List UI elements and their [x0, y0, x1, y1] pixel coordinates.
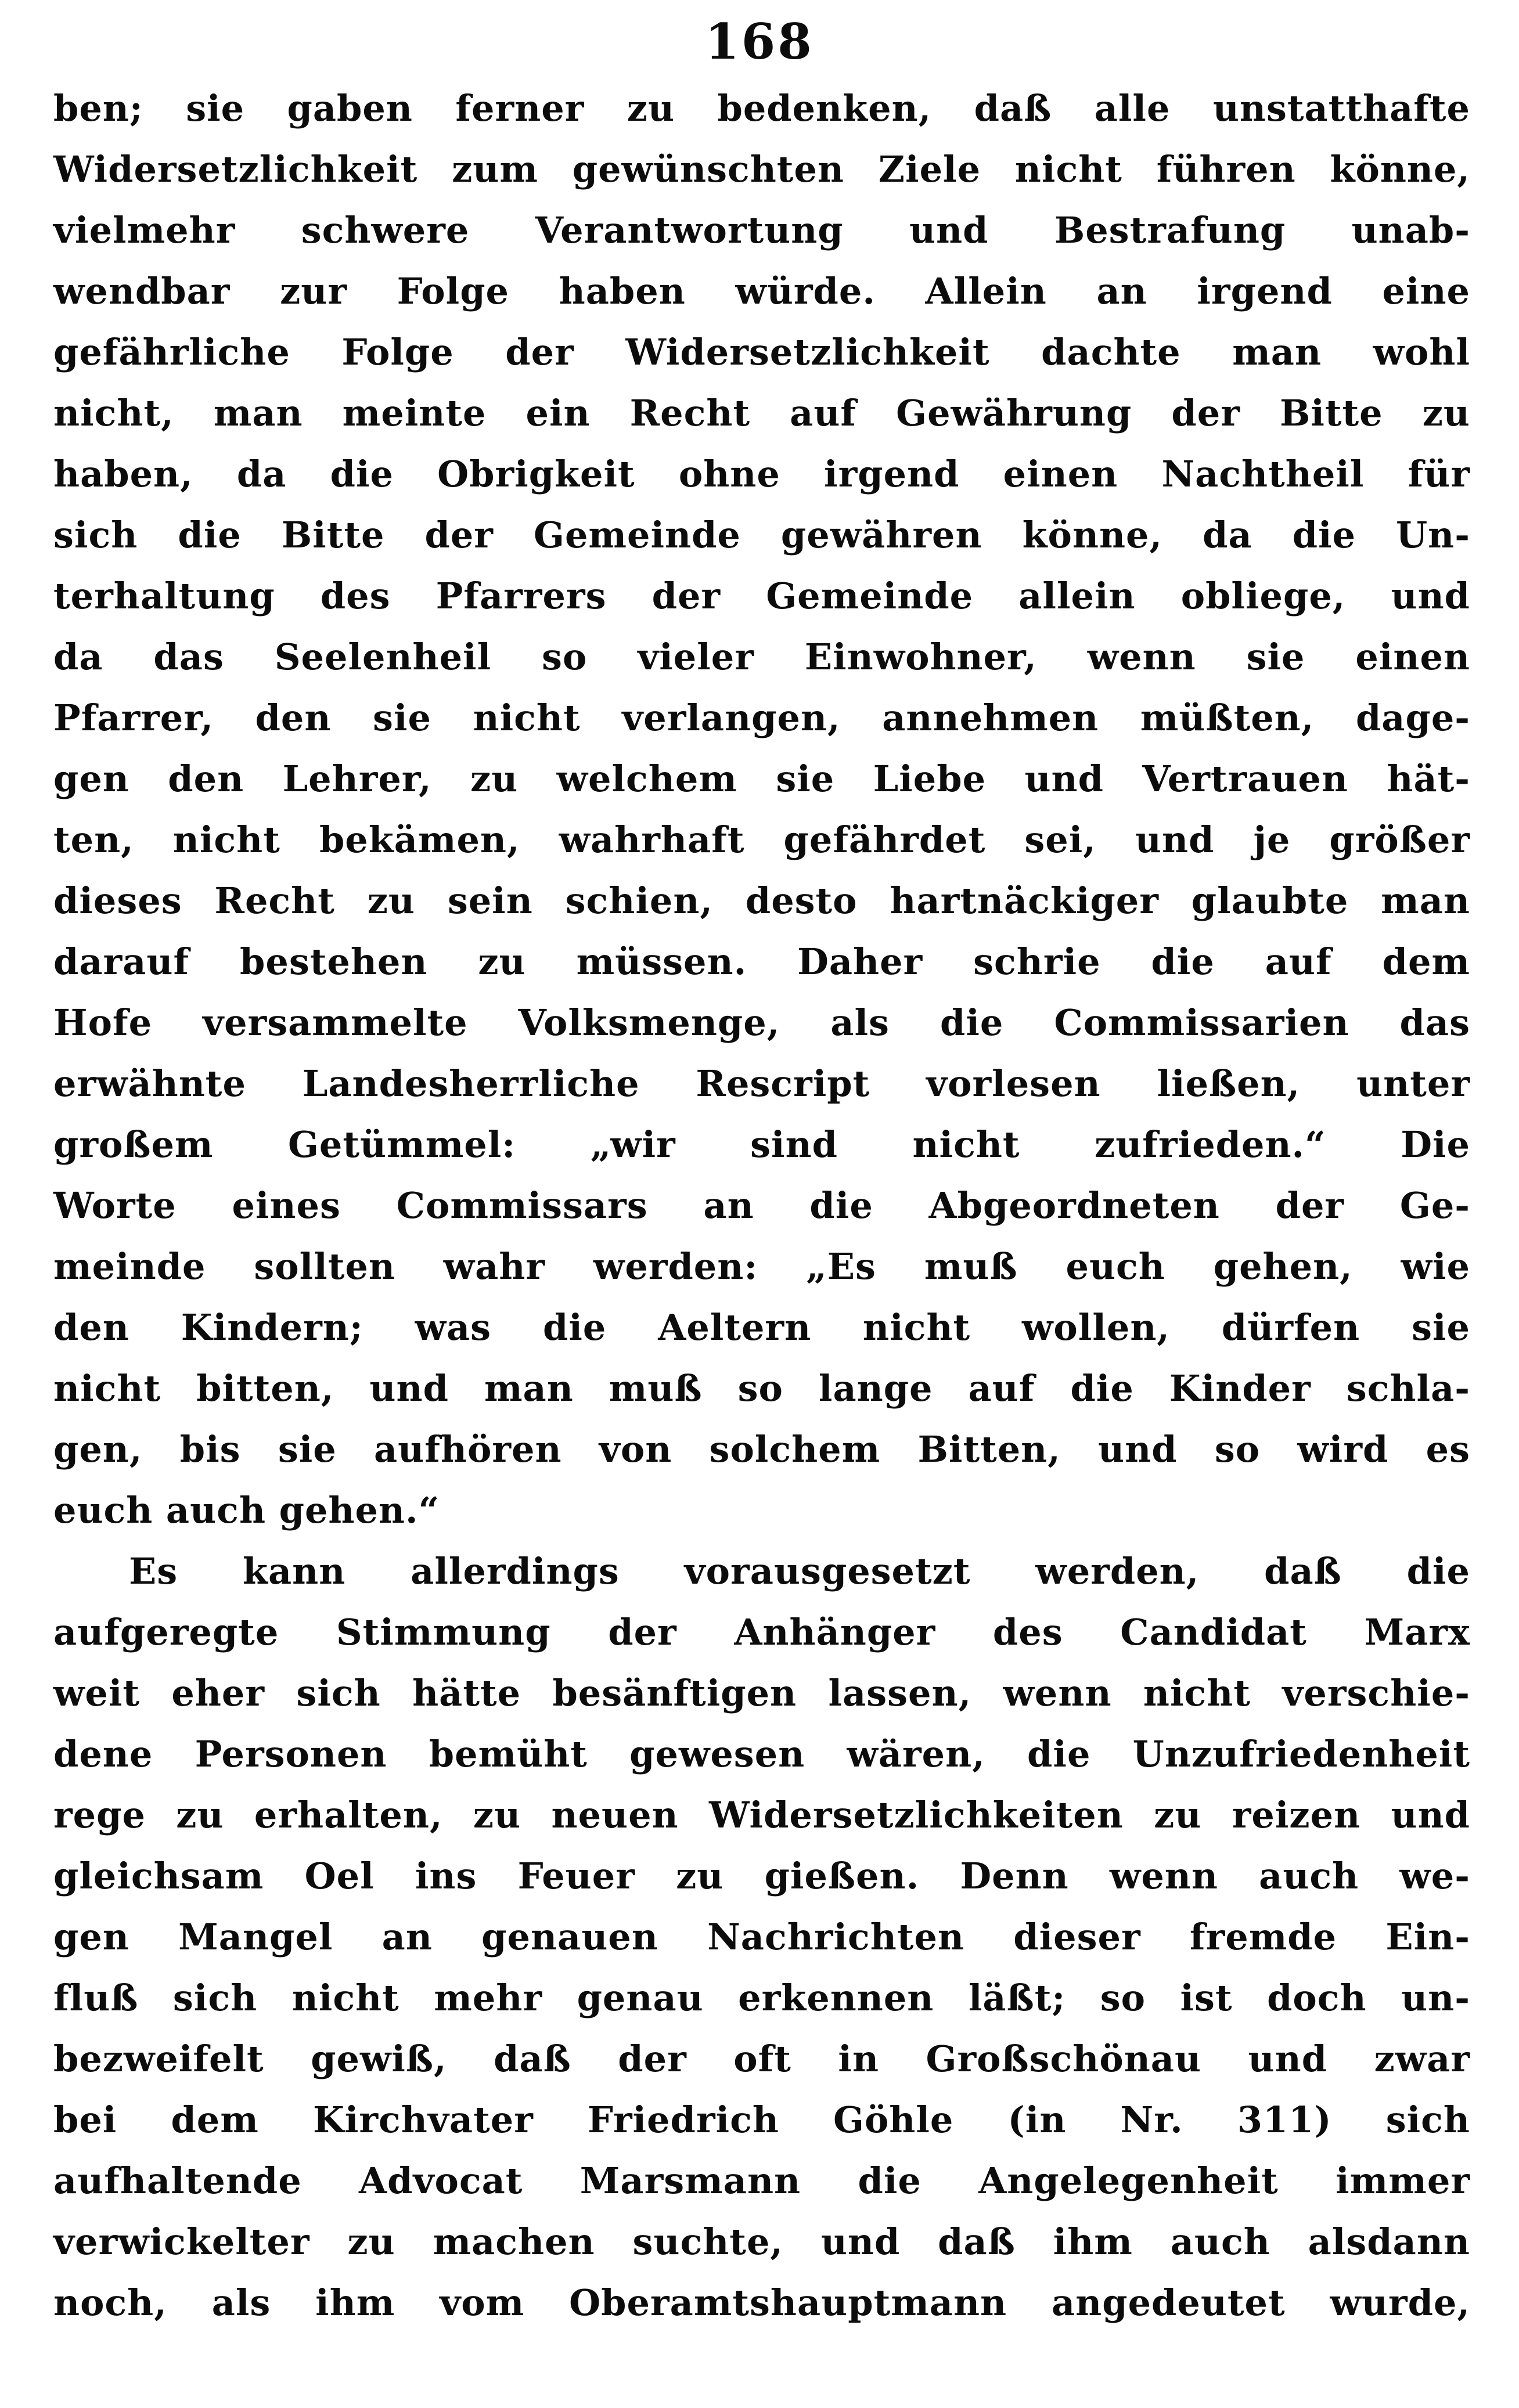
text-line: meinde sollten wahr werden: „Es muß euch gehen, wie: [53, 1245, 1470, 1288]
text-line: haben, da die Obrigkeit ohne irgend einen Nachtheil für: [53, 453, 1470, 495]
text-line: euch auch gehen.“: [53, 1489, 440, 1531]
text-line: gen, bis sie aufhören von solchem Bitten, und so wird es: [53, 1428, 1470, 1470]
text-line: den Kindern; was die Aeltern nicht wollen, dürfen sie: [53, 1306, 1470, 1349]
text-line: wendbar zur Folge haben würde. Allein an irgend eine: [53, 270, 1470, 312]
text-line: Widersetzlichkeit zum gewünschten Ziele nicht führen könne,: [53, 148, 1470, 190]
text-line: aufgeregte Stimmung der Anhänger des Candidat Marx: [53, 1611, 1470, 1653]
text-line: aufhaltende Advocat Marsmann die Angelegenheit immer: [53, 2160, 1470, 2202]
text-line: gen Mangel an genauen Nachrichten dieser fremde Ein-: [53, 1916, 1470, 1958]
text-line: gefährliche Folge der Widersetzlichkeit dachte man wohl: [53, 331, 1470, 373]
text-line: darauf bestehen zu müssen. Daher schrie die auf dem: [53, 940, 1470, 983]
text-line: bezweifelt gewiß, daß der oft in Großschönau und zwar: [53, 2038, 1470, 2080]
text-line: dieses Recht zu sein schien, desto hartnäckiger glaubte man: [53, 879, 1470, 922]
text-line: vielmehr schwere Verantwortung und Bestrafung unab-: [53, 209, 1470, 251]
text-line: dene Personen bemüht gewesen wären, die Unzufriedenheit: [53, 1733, 1470, 1775]
page-number: 168: [705, 13, 814, 70]
text-line: sich die Bitte der Gemeinde gewähren könne, da die Un-: [53, 514, 1470, 556]
text-line: erwähnte Landesherrliche Rescript vorlesen ließen, unter: [53, 1062, 1470, 1105]
text-line: terhaltung des Pfarrers der Gemeinde allein obliege, und: [53, 575, 1470, 617]
text-line: nicht, man meinte ein Recht auf Gewährung der Bitte zu: [53, 392, 1470, 434]
text-line: rege zu erhalten, zu neuen Widersetzlichkeiten zu reizen und: [53, 1794, 1470, 1836]
text-line: Hofe versammelte Volksmenge, als die Commissarien das: [53, 1001, 1470, 1044]
text-line: ben; sie gaben ferner zu bedenken, daß alle unstatthafte: [53, 87, 1470, 129]
text-line: großem Getümmel: „wir sind nicht zufrieden.“ Die: [53, 1123, 1470, 1166]
text-line: gleichsam Oel ins Feuer zu gießen. Denn wenn auch we-: [53, 1855, 1470, 1897]
text-line: fluß sich nicht mehr genau erkennen läßt; so ist doch un-: [53, 1977, 1470, 2019]
text-line: verwickelter zu machen suchte, und daß ihm auch alsdann: [53, 2220, 1470, 2263]
text-line: noch, als ihm vom Oberamtshauptmann angedeutet wurde,: [53, 2281, 1470, 2324]
text-line: weit eher sich hätte besänftigen lassen, wenn nicht verschie-: [53, 1672, 1470, 1714]
text-line: nicht bitten, und man muß so lange auf die Kinder schla-: [53, 1367, 1470, 1410]
text-line: Pfarrer, den sie nicht verlangen, annehmen müßten, dage-: [53, 697, 1470, 739]
text-line: Es kann allerdings vorausgesetzt werden, daß die: [129, 1550, 1470, 1592]
text-line: da das Seelenheil so vieler Einwohner, wenn sie einen: [53, 636, 1470, 678]
text-line: ten, nicht bekämen, wahrhaft gefährdet sei, und je größer: [53, 819, 1470, 861]
text-line: gen den Lehrer, zu welchem sie Liebe und Vertrauen hät-: [53, 758, 1470, 800]
text-block: [0, 66, 1519, 2333]
text-line: Worte eines Commissars an die Abgeordneten der Ge-: [53, 1184, 1470, 1227]
text-line: bei dem Kirchvater Friedrich Göhle (in Nr. 311) sich: [53, 2099, 1470, 2141]
